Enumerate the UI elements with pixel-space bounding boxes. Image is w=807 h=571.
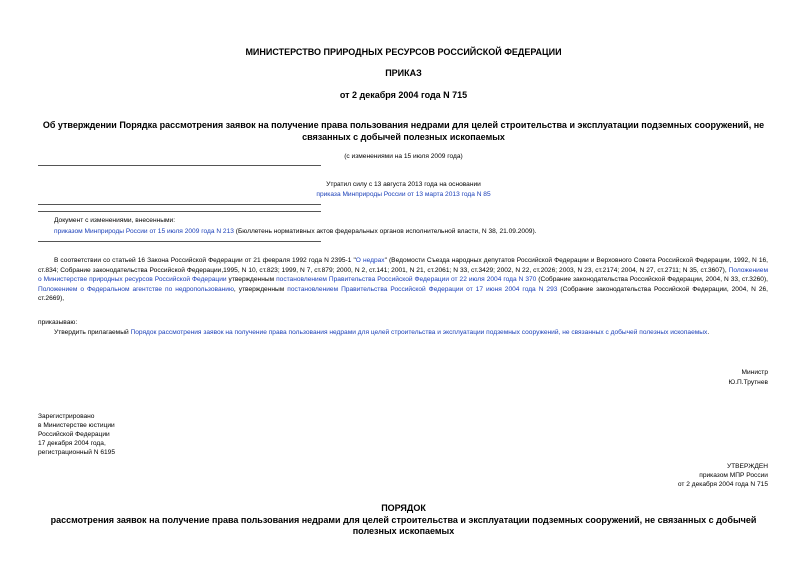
preamble-text: , утвержденным: [233, 285, 288, 293]
changes-link[interactable]: приказом Минприроды России от 15 июля 2009 года N 213: [54, 228, 234, 235]
doc-date-heading: от 2 декабря 2004 года N 715: [339, 90, 468, 100]
ministry-heading: МИНИСТЕРСТВО ПРИРОДНЫХ РЕСУРСОВ РОССИЙСКОЙ ФЕДЕРАЦИИ: [245, 47, 562, 57]
approval-line: УТВЕРЖДЕН: [726, 463, 768, 470]
resolution-293-link[interactable]: постановлением Правительства Российской Федерации от 17 июня 2004 года N 293: [287, 285, 558, 293]
registration-line: регистрационный N 6195: [38, 449, 116, 456]
procedure-subtitle-line-2: полезных ископаемых: [352, 526, 455, 536]
separator-rule: [38, 211, 321, 212]
procedure-subtitle-line-1: рассмотрения заявок на получение права пользования недрами для целей строительства и эксплуатации подземных сооружений, не связанных с добычей: [50, 515, 757, 525]
void-notice-text: Утратил силу с 13 августа 2013 года на основании: [326, 181, 481, 188]
signature-name: Ю.П.Трутнев: [728, 379, 768, 386]
registration-line: Российской Федерации: [38, 431, 110, 438]
separator-rule: [38, 241, 321, 242]
procedure-title: ПОРЯДОК: [381, 503, 426, 513]
procedure-link[interactable]: Порядок рассмотрения заявок на получение права пользования недрами для целей строительства и эксплуатации подземных сооружений, не связанных с добычей полезных ископаемых: [130, 329, 708, 336]
approval-line: от 2 декабря 2004 года N 715: [677, 481, 768, 488]
approval-line: приказом МПР России: [699, 472, 768, 479]
doc-type-heading: ПРИКАЗ: [385, 68, 422, 78]
ministry-regulation-link[interactable]: Положением о Министерстве природных ресурсов Российской Федерации: [38, 266, 768, 283]
order-text-end: .: [707, 329, 710, 336]
law-link[interactable]: О недрах: [355, 257, 385, 264]
changes-line: [54, 227, 536, 236]
doc-title-line-2: связанных с добычей полезных ископаемых: [302, 132, 505, 142]
registration-block: [38, 412, 115, 457]
void-notice-link[interactable]: приказа Минприроды России от 13 марта 2013 года N 85: [316, 191, 491, 198]
amendment-note: (с изменениями на 15 июля 2009 года): [344, 153, 463, 160]
void-notice-link-wrap: [0, 190, 807, 199]
preamble-text: " (Ведомости Съезда народных депутатов Российской Федерации и Верховного Совета Российской Федерации, 1992, N 16, ст.834; Собрание законодательства Российской Федерации,1995, N 10, ст.823; 1999, N 7, ст.879; 2000, N 2, ст.141; 2001, N 21, ст.2061; N 33, ст.3429; 2002, N 22, ст.2026; 2003, N 23, ст.2174; 2004, N 27, ст.2711; N 35, ст.3607),: [38, 257, 768, 274]
changes-rest: (Бюллетень нормативных актов федеральных органов исполнительной власти, N 38, 21.09.2009).: [233, 228, 537, 235]
changes-label: Документ с изменениями, внесенными:: [54, 217, 176, 224]
order-word: приказываю:: [38, 319, 78, 326]
preamble-text: (Собрание законодательства Российской Федерации, 2004, N 26, ст.2669),: [38, 285, 768, 302]
registration-line: 17 декабря 2004 года,: [38, 440, 106, 447]
registration-line: Зарегистрировано: [38, 413, 95, 420]
separator-rule: [38, 204, 321, 205]
approval-block: [678, 462, 768, 489]
separator-rule: [38, 165, 321, 166]
preamble-text: (Собрание законодательства Российской Федерации, 2004, N 33, ст.3260),: [536, 276, 768, 283]
order-text: Утвердить прилагаемый: [54, 329, 131, 336]
order-paragraph: [54, 328, 709, 337]
doc-title-line-1: Об утверждении Порядка рассмотрения заявок на получение права пользования недрами для целей строительства и эксплуатации подземных сооружений, не: [42, 120, 765, 130]
preamble-text: В соответствии со статьей 16 Закона Российской Федерации от 21 февраля 1992 года N 2395-1 ": [54, 257, 356, 264]
agency-regulation-link[interactable]: Положением о Федеральном агентстве по недропользованию: [38, 285, 234, 293]
preamble-text: утвержденным: [226, 276, 277, 283]
signature-role: Министр: [741, 369, 768, 376]
registration-line: в Министерстве юстиции: [38, 422, 115, 429]
resolution-370-link[interactable]: постановлением Правительства Российской Федерации от 22 июля 2004 года N 370: [276, 276, 537, 283]
preamble-paragraph: [38, 256, 768, 304]
